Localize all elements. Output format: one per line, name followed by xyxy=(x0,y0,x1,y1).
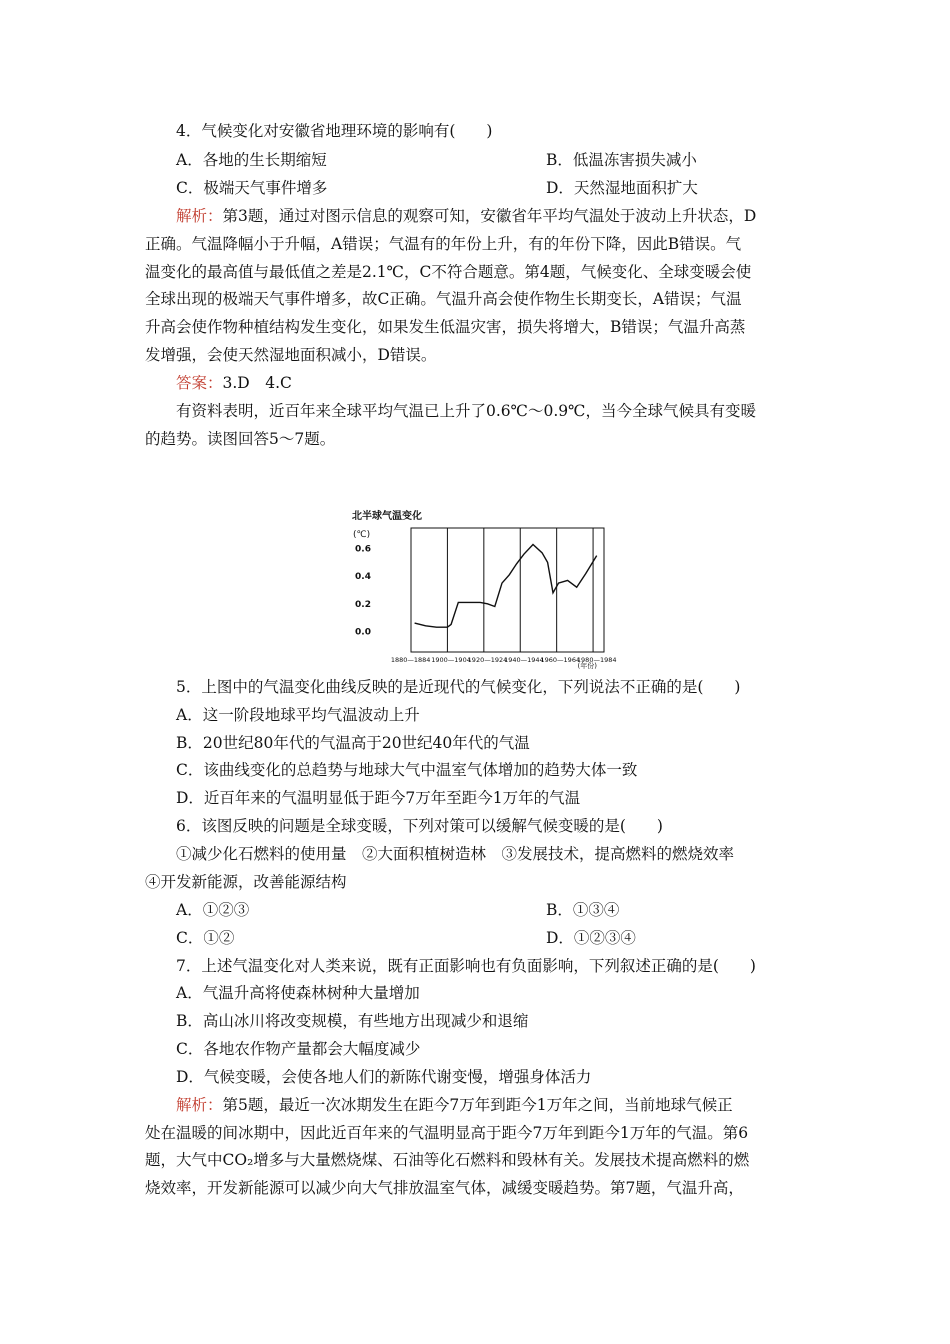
chart-x-tick-2: 1920—1924 xyxy=(467,656,508,664)
analysis2-line2: 处在温暖的间冰期中，因此近百年来的气温明显高于距今7万年到距今1万年的气温。第6 xyxy=(145,1124,749,1142)
q6-items-line2: ④开发新能源，改善能源结构 xyxy=(145,873,347,891)
analysis1-label: 解析： xyxy=(176,207,223,225)
chart-plot-frame xyxy=(411,528,604,652)
q7-option-a: A．气温升高将使森林树种大量增加 xyxy=(176,984,420,1002)
q7-option-d: D．气候变暖，会使各地人们的新陈代谢变慢，增强身体活力 xyxy=(176,1068,592,1086)
q5-option-a: A．这一阶段地球平均气温波动上升 xyxy=(176,706,420,724)
chart-ylabel: (℃) xyxy=(353,530,371,540)
answer1-text: 3.D 4.C xyxy=(222,374,292,392)
chart-x-tick-1: 1900—1904 xyxy=(431,656,471,664)
chart-y-tick-0: 0.0 xyxy=(355,627,371,638)
analysis1-line6: 发增强，会使天然湿地面积减小，D错误。 xyxy=(145,346,437,364)
chart-x-tick-0: 1880—1884 xyxy=(390,656,431,664)
intro-line2: 的趋势。读图回答5～7题。 xyxy=(145,430,336,448)
q6-option-a: A．①②③ xyxy=(176,901,250,919)
analysis2-text1: 第5题，最近一次冰期发生在距今7万年到距今1万年之间，当前地球气候正 xyxy=(222,1096,733,1114)
q5-option-b: B．20世纪80年代的气温高于20世纪40年代的气温 xyxy=(176,734,530,752)
answer1-label: 答案： xyxy=(176,374,223,392)
q4-option-b: B．低温冻害损失减小 xyxy=(546,151,697,169)
analysis2-line4: 烧效率，开发新能源可以减少向大气排放温室气体，减缓变暖趋势。第7题，气温升高， xyxy=(145,1179,744,1197)
q4-option-c: C．极端天气事件增多 xyxy=(176,179,328,197)
q6-stem: 6．该图反映的问题是全球变暖，下列对策可以缓解气候变暖的是( ) xyxy=(176,817,663,835)
q4-stem: 4．气候变化对安徽省地理环境的影响有( ) xyxy=(176,122,493,140)
q6-items-line1: ①减少化石燃料的使用量 ②大面积植树造林 ③发展技术，提高燃料的燃烧效率 xyxy=(176,845,735,863)
answer1 xyxy=(176,373,292,393)
q5-option-d: D．近百年来的气温明显低于距今7万年至距今1万年的气温 xyxy=(176,789,581,807)
q7-option-b: B．高山冰川将改变规模，有些地方出现减少和退缩 xyxy=(176,1012,529,1030)
chart-y-tick-2: 0.4 xyxy=(355,572,371,583)
analysis1-line2: 正确。气温降幅小于升幅，A错误；气温有的年份上升，有的年份下降，因此B错误。气 xyxy=(145,235,742,253)
analysis2-label: 解析： xyxy=(176,1096,223,1114)
chart-y-tick-3: 0.6 xyxy=(355,544,371,555)
q4-option-a: A．各地的生长期缩短 xyxy=(176,151,327,169)
q7-stem: 7．上述气温变化对人类来说，既有正面影响也有负面影响，下列叙述正确的是( ) xyxy=(176,957,756,975)
analysis1-line3: 温变化的最高值与最低值之差是2.1℃，C不符合题意。第4题，气候变化、全球变暖会使 xyxy=(145,263,752,281)
temperature-chart xyxy=(345,506,617,671)
q6-option-c: C．①② xyxy=(176,929,235,947)
q5-option-c: C．该曲线变化的总趋势与地球大气中温室气体增加的趋势大体一致 xyxy=(176,761,638,779)
q6-option-d: D．①②③④ xyxy=(546,929,636,947)
analysis1-line5: 升高会使作物种植结构发生变化，如果发生低温灾害，损失将增大，B错误；气温升高蒸 xyxy=(145,318,746,336)
chart-x-tick-5: 1980—1984 xyxy=(576,656,617,664)
q5-stem: 5．上图中的气温变化曲线反映的是近现代的气候变化，下列说法不正确的是( ) xyxy=(176,678,741,696)
chart-y-tick-1: 0.2 xyxy=(355,599,371,610)
chart-x-tick-4: 1960—1964 xyxy=(540,656,581,664)
analysis1-text1: 第3题，通过对图示信息的观察可知，安徽省年平均气温处于波动上升状态，D xyxy=(222,207,757,225)
temperature-chart-svg xyxy=(345,506,617,671)
q6-option-b: B．①③④ xyxy=(546,901,620,919)
chart-x-tick-3: 1940—1944 xyxy=(504,656,544,664)
q4-option-d: D．天然湿地面积扩大 xyxy=(546,179,698,197)
q7-option-c: C．各地农作物产量都会大幅度减少 xyxy=(176,1040,421,1058)
chart-series-line xyxy=(415,545,597,628)
chart-xlabel: (年份) xyxy=(577,662,597,670)
analysis1-line1 xyxy=(176,206,756,226)
analysis1-line4: 全球出现的极端天气事件增多，故C正确。气温升高会使作物生长期变长，A错误；气温 xyxy=(145,290,742,308)
analysis2-line1 xyxy=(176,1095,733,1115)
chart-title: 北半球气温变化 xyxy=(352,511,422,522)
analysis2-line3: 题，大气中CO₂增多与大量燃烧煤、石油等化石燃料和毁林有关。发展技术提高燃料的燃 xyxy=(145,1151,750,1169)
intro-line1: 有资料表明，近百年来全球平均气温已上升了0.6℃～0.9℃，当今全球气候具有变暖 xyxy=(176,402,756,420)
